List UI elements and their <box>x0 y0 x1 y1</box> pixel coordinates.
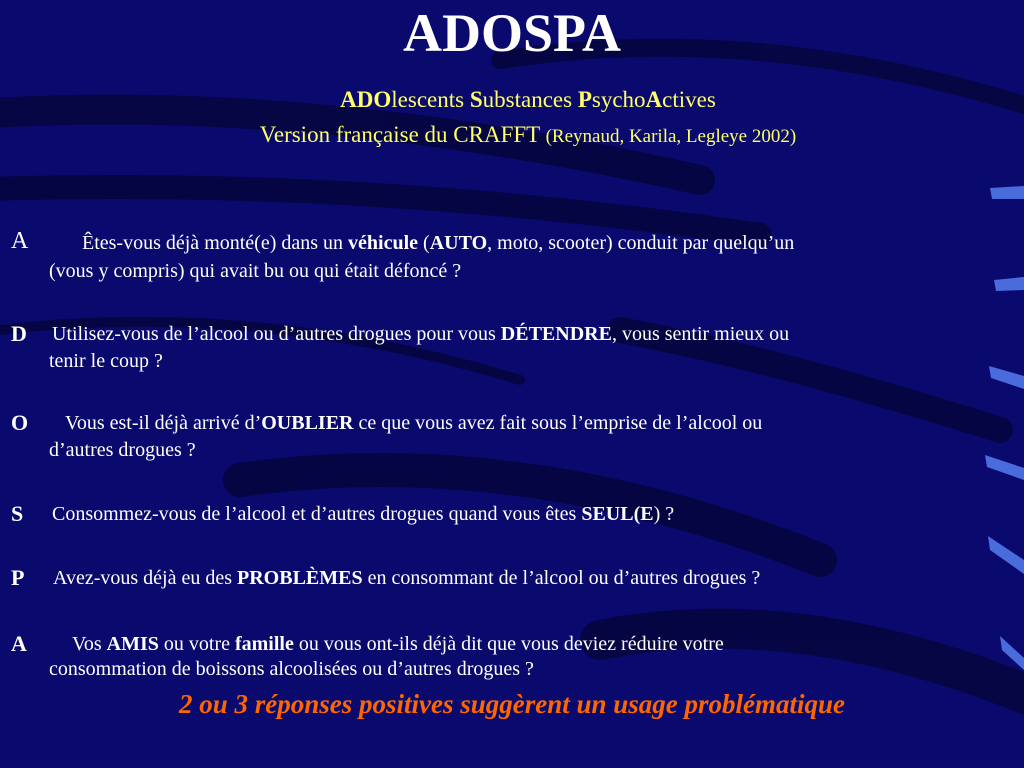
question-keyword: AMIS <box>106 633 159 655</box>
question-letter: D <box>11 321 27 346</box>
page-title: ADOSPA <box>402 3 621 63</box>
question-keyword: OUBLIER <box>261 412 354 434</box>
question-keyword: véhicule <box>348 232 419 254</box>
question-line <box>53 566 760 590</box>
question-line-continued: (vous y compris) qui avait bu ou qui était défoncé ? <box>49 260 462 282</box>
question-letter: P <box>11 565 25 590</box>
question-line <box>72 632 724 656</box>
question-line <box>52 322 789 346</box>
question-keyword: famille <box>234 633 294 655</box>
question-text: Vous est-il déjà arrivé d’ <box>65 412 262 434</box>
question-letter: A <box>11 631 27 656</box>
conclusion-text: 2 ou 3 réponses positives suggèrent un usage problématique <box>178 689 846 719</box>
question-text: , vous sentir mieux ou <box>611 323 790 345</box>
question-line-continued: d’autres drogues ? <box>49 439 196 461</box>
acronym-bold-4: A <box>645 87 663 112</box>
question-letter: S <box>11 501 24 526</box>
question-line-continued: consommation de boissons alcoolisées ou d’autres drogues ? <box>49 658 534 680</box>
question-text: Êtes-vous déjà monté(e) dans un <box>82 232 349 254</box>
question-line <box>82 231 794 255</box>
question-text: Vos <box>72 633 107 655</box>
acronym-bold-2: S <box>469 87 483 112</box>
acronym-rest-2: ubstances <box>482 87 578 112</box>
version-text: Version française du CRAFFT <box>259 122 540 147</box>
acronym-rest-1: lescents <box>391 87 470 112</box>
question-text: ( <box>418 232 430 254</box>
question-letter: A <box>11 228 29 254</box>
acronym-bold-1: ADO <box>340 87 392 112</box>
question-text: Consommez-vous de l’alcool et d’autres drogues quand vous êtes <box>52 503 582 525</box>
acronym-bold-3: P <box>577 87 592 112</box>
question-text: , moto, scooter) conduit par quelqu’un <box>487 232 795 254</box>
question-text: ou votre <box>158 633 235 655</box>
question-text: ou vous ont-ils déjà dit que vous deviez réduire votre <box>293 633 724 655</box>
question-keyword: PROBLÈMES <box>237 567 363 589</box>
question-keyword: DÉTENDRE <box>500 323 612 345</box>
question-line-continued: tenir le coup ? <box>49 350 163 372</box>
question-text: ce que vous avez fait sous l’emprise de l’alcool ou <box>353 412 763 434</box>
question-text: en consommant de l’alcool ou d’autres drogues ? <box>362 567 761 589</box>
acronym-rest-3: sycho <box>591 87 646 112</box>
question-letter: O <box>11 410 29 435</box>
version-subtitle <box>0 121 1024 151</box>
question-keyword: SEUL(E <box>581 503 654 525</box>
acronym-subtitle <box>0 86 1024 114</box>
acronym-rest-4: ctives <box>662 87 716 112</box>
question-text: Utilisez-vous de l’alcool ou d’autres drogues pour vous <box>52 323 501 345</box>
reference-text: (Reynaud, Karila, Legleye 2002) <box>545 126 797 147</box>
question-text: ) ? <box>653 503 675 525</box>
question-text: Avez-vous déjà eu des <box>53 567 238 589</box>
question-line <box>52 502 674 526</box>
question-line <box>65 411 762 435</box>
question-keyword: AUTO <box>429 232 488 254</box>
